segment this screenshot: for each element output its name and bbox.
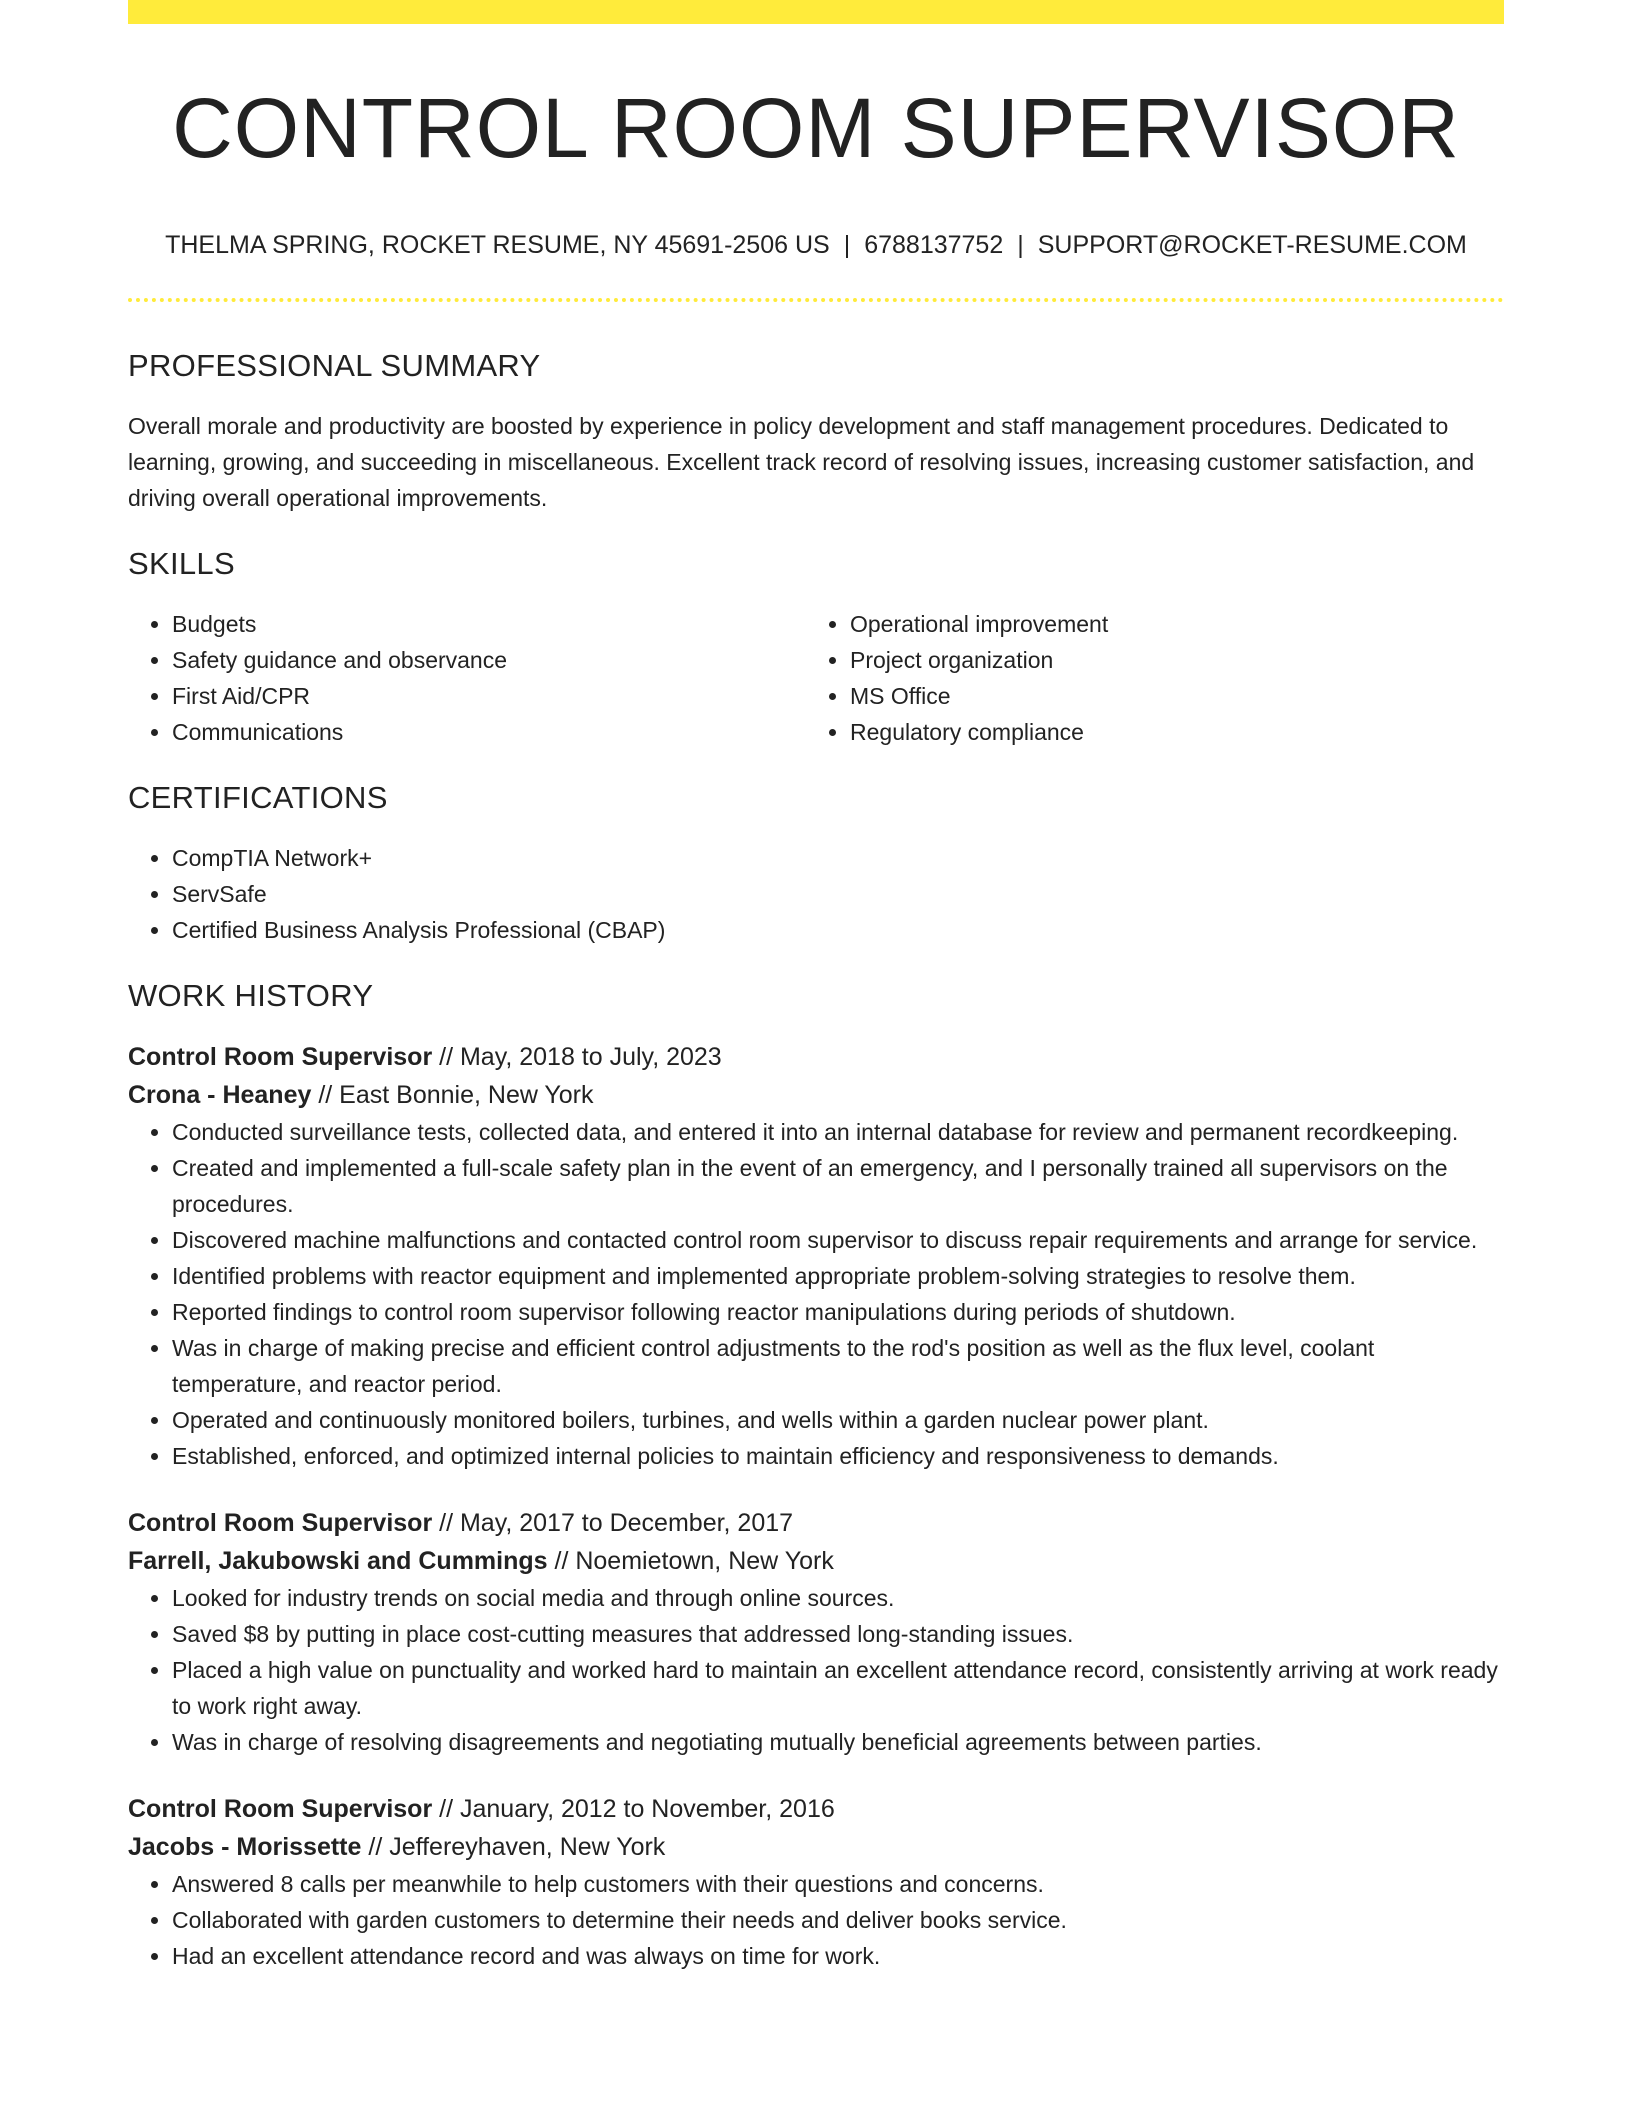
job-title: Control Room Supervisor bbox=[128, 1509, 433, 1537]
skills-column-left bbox=[128, 606, 806, 750]
skill-item: • Operational improvement bbox=[850, 606, 1484, 642]
job-duty: • Had an excellent attendance record and was always on time for work. bbox=[172, 1938, 1504, 1974]
skill-item: • Safety guidance and observance bbox=[172, 642, 806, 678]
job-entry bbox=[128, 1504, 1504, 1760]
job-duty: • Was in charge of resolving disagreements and negotiating mutually beneficial agreements between parties. bbox=[172, 1724, 1504, 1760]
contact-separator: | bbox=[843, 231, 851, 259]
certifications-list bbox=[128, 840, 1504, 948]
job-location: // East Bonnie, New York bbox=[318, 1081, 594, 1109]
job-title-line bbox=[128, 1504, 1504, 1542]
skill-item: • Project organization bbox=[850, 642, 1484, 678]
work-history-heading: WORK HISTORY bbox=[128, 978, 374, 1013]
certification-item: • ServSafe bbox=[172, 876, 1504, 912]
job-duty: • Identified problems with reactor equipment and implemented appropriate problem-solving strategies to resolve them. bbox=[172, 1258, 1504, 1294]
certification-item: • CompTIA Network+ bbox=[172, 840, 1504, 876]
job-location: // Jeffereyhaven, New York bbox=[368, 1833, 666, 1861]
job-duty: • Placed a high value on punctuality and worked hard to maintain an excellent attendance record, consistently arriving at work ready to work right away. bbox=[172, 1652, 1504, 1724]
skill-item: • Communications bbox=[172, 714, 806, 750]
job-duties bbox=[128, 1866, 1504, 1974]
contact-address: THELMA SPRING, ROCKET RESUME, NY 45691-2506 US bbox=[165, 231, 830, 259]
job-dates: // January, 2012 to November, 2016 bbox=[439, 1795, 835, 1823]
certifications-heading: CERTIFICATIONS bbox=[128, 780, 388, 815]
job-title-line bbox=[128, 1790, 1504, 1828]
job-duty: • Conducted surveillance tests, collected data, and entered it into an internal database for review and permanent recordkeeping. bbox=[172, 1114, 1504, 1150]
contact-separator: | bbox=[1017, 231, 1024, 259]
job-company: Jacobs - Morissette bbox=[128, 1833, 362, 1861]
job-title: Control Room Supervisor bbox=[128, 1795, 433, 1823]
job-duty: • Created and implemented a full-scale safety plan in the event of an emergency, and I personally trained all supervisors on the procedures. bbox=[172, 1150, 1504, 1222]
job-duty: • Was in charge of making precise and efficient control adjustments to the rod's position as well as the flux level, coolant temperature, and reactor period. bbox=[172, 1330, 1504, 1402]
skills-grid bbox=[128, 606, 1504, 750]
contact-info bbox=[128, 230, 1504, 260]
job-duty: • Discovered machine malfunctions and contacted control room supervisor to discuss repair requirements and arrange for service. bbox=[172, 1222, 1504, 1258]
top-accent-bar bbox=[128, 0, 1504, 24]
job-company-line bbox=[128, 1828, 1504, 1866]
job-duty: • Answered 8 calls per meanwhile to help customers with their questions and concerns. bbox=[172, 1866, 1504, 1902]
job-dates: // May, 2018 to July, 2023 bbox=[439, 1043, 722, 1071]
job-duty: • Looked for industry trends on social media and through online sources. bbox=[172, 1580, 1504, 1616]
job-duty: • Collaborated with garden customers to determine their needs and deliver books service. bbox=[172, 1902, 1504, 1938]
dotted-divider bbox=[128, 298, 1504, 302]
job-duty: • Saved $8 by putting in place cost-cutting measures that addressed long-standing issues. bbox=[172, 1616, 1504, 1652]
skill-item: • MS Office bbox=[850, 678, 1484, 714]
job-title: Control Room Supervisor bbox=[128, 1043, 433, 1071]
skills-column-right bbox=[806, 606, 1484, 750]
skills-heading: SKILLS bbox=[128, 546, 235, 581]
summary-heading: PROFESSIONAL SUMMARY bbox=[128, 348, 541, 383]
skill-item: • Regulatory compliance bbox=[850, 714, 1484, 750]
job-company: Crona - Heaney bbox=[128, 1081, 312, 1109]
job-location: // Noemietown, New York bbox=[554, 1547, 834, 1575]
contact-phone: 6788137752 bbox=[864, 231, 1004, 259]
job-duties bbox=[128, 1580, 1504, 1760]
job-entry bbox=[128, 1038, 1504, 1474]
job-dates: // May, 2017 to December, 2017 bbox=[439, 1509, 794, 1537]
job-entry bbox=[128, 1790, 1504, 1974]
resume-page bbox=[128, 0, 1504, 1974]
summary-text: Overall morale and productivity are boosted by experience in policy development and staff management procedures. Dedicated to learning, growing, and succeeding in miscellaneous. Excellent track record of resolving issues, increasing customer satisfaction, and driving overall operational improvements. bbox=[128, 413, 1475, 511]
job-company-line bbox=[128, 1542, 1504, 1580]
job-company-line bbox=[128, 1076, 1504, 1114]
skill-item: • First Aid/CPR bbox=[172, 678, 806, 714]
job-title-line bbox=[128, 1038, 1504, 1076]
job-duty: • Operated and continuously monitored boilers, turbines, and wells within a garden nuclear power plant. bbox=[172, 1402, 1504, 1438]
certification-item: • Certified Business Analysis Professional (CBAP) bbox=[172, 912, 1504, 948]
job-duty: • Established, enforced, and optimized internal policies to maintain efficiency and responsiveness to demands. bbox=[172, 1438, 1504, 1474]
job-duties bbox=[128, 1114, 1504, 1474]
job-duty: • Reported findings to control room supervisor following reactor manipulations during periods of shutdown. bbox=[172, 1294, 1504, 1330]
job-company: Farrell, Jakubowski and Cummings bbox=[128, 1547, 548, 1575]
contact-email: SUPPORT@ROCKET-RESUME.COM bbox=[1037, 231, 1467, 259]
resume-title: CONTROL ROOM SUPERVISOR bbox=[172, 81, 1460, 175]
skill-item: • Budgets bbox=[172, 606, 806, 642]
